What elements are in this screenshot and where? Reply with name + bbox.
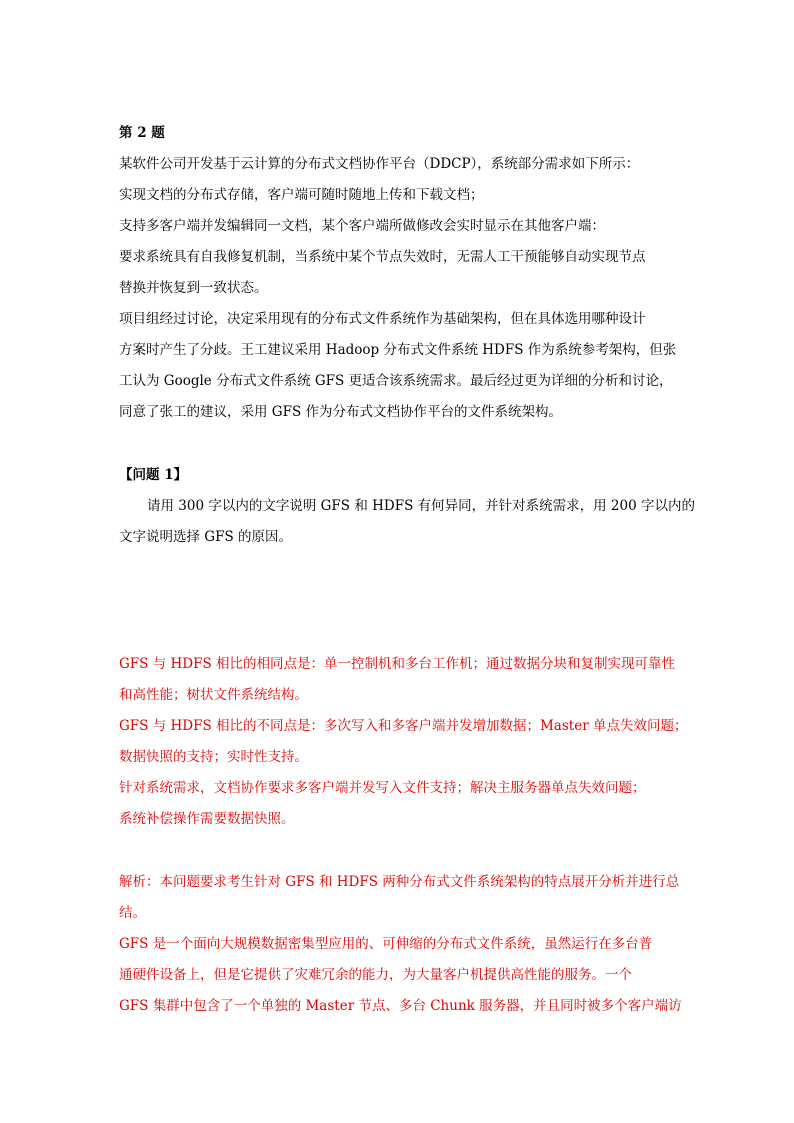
answer-line: GFS 与 HDFS 相比的相同点是：单一控制机和多台工作机；通过数据分块和复制实现可靠性: [119, 656, 675, 672]
answer-line: GFS 与 HDFS 相比的不同点是：多次写入和多客户端并发增加数据；Master 单点失效问题；: [119, 718, 688, 734]
intro-line: 同意了张工的建议，采用 GFS 作为分布式文档协作平台的文件系统架构。: [119, 404, 562, 420]
problem1-prompt-line: 请用 300 字以内的文字说明 GFS 和 HDFS 有何异同，并针对系统需求，用 200 字以内的: [147, 498, 695, 514]
intro-line: 某软件公司开发基于云计算的分布式文档协作平台（DDCP），系统部分需求如下所示：: [119, 156, 640, 172]
analysis-line: GFS 是一个面向大规模数据密集型应用的、可伸缩的分布式文件系统，虽然运行在多台普: [119, 936, 653, 952]
intro-line: 要求系统具有自我修复机制，当系统中某个节点失效时，无需人工干预能够自动实现节点: [119, 249, 646, 265]
analysis-line: GFS 集群中包含了一个单独的 Master 节点、多台 Chunk 服务器，并且同时被多个客户端访: [119, 998, 682, 1014]
intro-line: 项目组经过讨论，决定采用现有的分布式文件系统作为基础架构，但在具体选用哪种设计: [119, 311, 646, 327]
answer-line: 和高性能；树状文件系统结构。: [119, 687, 308, 703]
analysis-line: 通硬件设备上，但是它提供了灾难冗余的能力，为大量客户机提供高性能的服务。一个: [119, 967, 632, 983]
intro-line: 方案时产生了分歧。王工建议采用 Hadoop 分布式文件系统 HDFS 作为系统参考架构，但张: [119, 342, 677, 358]
answer-line: 针对系统需求，文档协作要求多客户端并发写入文件支持；解决主服务器单点失效问题；: [119, 780, 646, 796]
answer-line: 系统补偿操作需要数据快照。: [119, 811, 295, 827]
intro-line: 支持多客户端并发编辑同一文档，某个客户端所做修改会实时显示在其他客户端：: [119, 218, 605, 234]
problem1-heading: 【问题 1】: [119, 467, 188, 483]
analysis-line: 解析：本问题要求考生针对 GFS 和 HDFS 两种分布式文件系统架构的特点展开分析并进行总: [119, 874, 680, 890]
intro-line: 实现文档的分布式存储，客户端可随时随地上传和下载文档；: [119, 187, 484, 203]
intro-line: 替换并恢复到一致状态。: [119, 280, 268, 296]
intro-line: 工认为 Google 分布式文件系统 GFS 更适合该系统需求。最后经过更为详细的分析和讨论，: [119, 373, 673, 389]
question-heading: 第 2 题: [119, 125, 165, 141]
analysis-line: 结。: [119, 905, 146, 921]
problem1-prompt-line: 文字说明选择 GFS 的原因。: [119, 529, 292, 545]
answer-line: 数据快照的支持；实时性支持。: [119, 749, 308, 765]
